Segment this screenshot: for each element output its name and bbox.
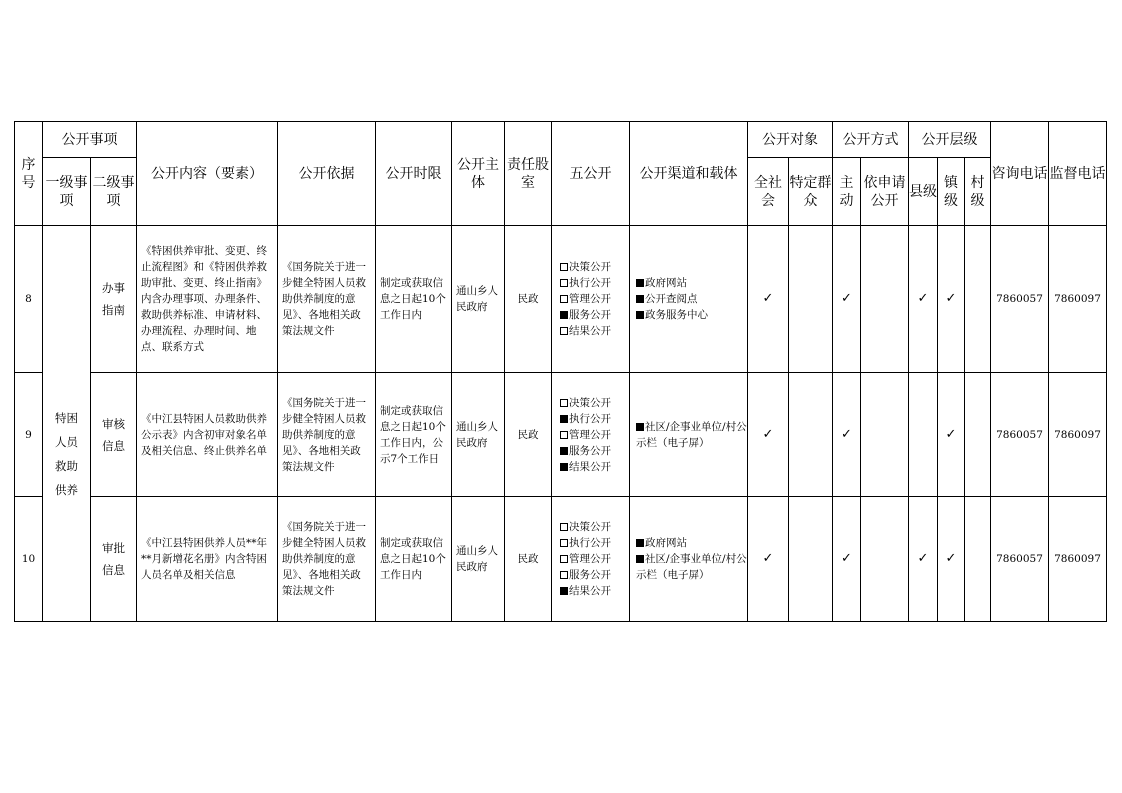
channel-item [636, 307, 747, 323]
row-basis: 《国务院关于进一步健全特困人员救助供养制度的意见》、各地相关政策法规文件 [278, 373, 376, 497]
check-icon: ✓ [762, 551, 774, 566]
five-open-item [560, 395, 629, 411]
five-open-label: 结果公开 [569, 585, 611, 597]
five-open-item [560, 519, 629, 535]
channel-item [636, 551, 747, 583]
row-aud-special [789, 497, 833, 622]
empty-box-icon [560, 539, 568, 547]
header-mode-active: 主动 [833, 158, 861, 226]
level2-label: 审核信息 [102, 416, 125, 453]
five-open-label: 决策公开 [569, 521, 611, 533]
check-icon: ✓ [945, 291, 957, 306]
row-level2 [91, 373, 137, 497]
empty-box-icon [560, 523, 568, 531]
five-open-item [560, 459, 629, 475]
checked-box-icon [636, 279, 644, 287]
row-lv-village [965, 226, 991, 373]
channel-label: 公开查阅点 [645, 293, 698, 305]
checked-box-icon [560, 311, 568, 319]
five-open-item [560, 535, 629, 551]
header-time-limit: 公开时限 [376, 122, 452, 226]
checked-box-icon [636, 295, 644, 303]
header-matter: 公开事项 [43, 122, 137, 158]
empty-box-icon [560, 431, 568, 439]
header-aud-special: 特定群众 [789, 158, 833, 226]
five-open-item [560, 583, 629, 599]
header-lv-county: 县级 [909, 158, 938, 226]
row-content: 《中江县特困供养人员**年**月新增花名册》内含特困人员名单及相关信息 [137, 497, 278, 622]
channel-label: 政务服务中心 [645, 309, 708, 321]
channel-label: 社区/企事业单位/村公示栏（电子屏） [636, 420, 747, 449]
check-icon: ✓ [841, 426, 852, 442]
header-aud-all: 全社会 [748, 158, 789, 226]
row-lv-town [938, 373, 965, 497]
table-row [15, 226, 1107, 373]
row-seq: 10 [15, 497, 43, 622]
five-open-label: 结果公开 [569, 460, 611, 473]
five-open-label: 服务公开 [569, 569, 611, 581]
row-subject: 通山乡人民政府 [452, 497, 505, 622]
five-open-item [560, 551, 629, 567]
checked-box-icon [560, 463, 568, 471]
row-mode-active [833, 373, 861, 497]
row-basis: 《国务院关于进一步健全特困人员救助供养制度的意见》、各地相关政策法规文件 [278, 497, 376, 622]
disclosure-table [14, 121, 1107, 622]
header-channel: 公开渠道和载体 [630, 122, 748, 226]
header-five-open: 五公开 [552, 122, 630, 226]
row-five-open [552, 373, 630, 497]
check-icon: ✓ [917, 291, 929, 306]
check-icon: ✓ [841, 551, 852, 566]
header-subject: 公开主体 [452, 122, 505, 226]
five-open-item [560, 443, 629, 459]
checked-box-icon [636, 311, 644, 319]
channel-item [636, 419, 747, 451]
row-content: 《特困供养审批、变更、终止流程图》和《特困供养救助审批、变更、终止指南》内含办理事项、办理条件、救助供养标准、申请材料、办理流程、办理时间、地点、联系方式 [137, 226, 278, 373]
row-seq: 9 [15, 373, 43, 497]
five-open-item [560, 291, 629, 307]
five-open-label: 服务公开 [569, 309, 611, 321]
row-office: 民政 [505, 497, 552, 622]
channel-label: 社区/企事业单位/村公示栏（电子屏） [636, 553, 747, 581]
header-mode: 公开方式 [833, 122, 909, 158]
row-mode-active [833, 497, 861, 622]
row-lv-county [909, 497, 938, 622]
check-icon: ✓ [841, 291, 852, 306]
checked-box-icon [636, 555, 644, 563]
row-basis: 《国务院关于进一步健全特困人员救助供养制度的意见》、各地相关政策法规文件 [278, 226, 376, 373]
row-consult-phone: 7860057 [991, 497, 1049, 622]
level2-label: 办事指南 [102, 281, 125, 317]
table-row [15, 373, 1107, 497]
checked-box-icon [636, 423, 644, 431]
table-row [15, 497, 1107, 622]
row-lv-village [965, 373, 991, 497]
row-seq: 8 [15, 226, 43, 373]
five-open-label: 执行公开 [569, 537, 611, 549]
row-mode-request [861, 497, 909, 622]
row-channels [630, 373, 748, 497]
empty-box-icon [560, 399, 568, 407]
header-lv-town: 镇级 [938, 158, 965, 226]
row-lv-county [909, 373, 938, 497]
five-open-label: 执行公开 [569, 412, 611, 425]
five-open-label: 决策公开 [569, 396, 611, 409]
row-aud-all [748, 497, 789, 622]
channel-label: 政府网站 [645, 277, 687, 289]
row-five-open [552, 226, 630, 373]
row-content: 《中江县特困人员救助供养公示表》内含初审对象名单及相关信息、终止供养名单 [137, 373, 278, 497]
row-subject: 通山乡人民政府 [452, 226, 505, 373]
header-audience: 公开对象 [748, 122, 833, 158]
five-open-item [560, 259, 629, 275]
header-level1: 一级事项 [43, 158, 91, 226]
header-content: 公开内容（要素） [137, 122, 278, 226]
row-aud-all [748, 226, 789, 373]
row-supervise-phone: 7860097 [1049, 373, 1107, 497]
check-icon: ✓ [945, 426, 957, 442]
row-subject: 通山乡人民政府 [452, 373, 505, 497]
channel-item [636, 291, 747, 307]
empty-box-icon [560, 555, 568, 563]
header-level2: 二级事项 [91, 158, 137, 226]
five-open-label: 管理公开 [569, 293, 611, 305]
five-open-item [560, 427, 629, 443]
five-open-label: 决策公开 [569, 261, 611, 273]
empty-box-icon [560, 279, 568, 287]
checked-box-icon [560, 587, 568, 595]
five-open-item [560, 307, 629, 323]
five-open-label: 管理公开 [569, 553, 611, 565]
five-open-label: 结果公开 [569, 325, 611, 337]
channel-label: 政府网站 [645, 537, 687, 549]
row-channels [630, 226, 748, 373]
row-office: 民政 [505, 226, 552, 373]
row-lv-town [938, 497, 965, 622]
header-office: 责任股室 [505, 122, 552, 226]
five-open-item [560, 323, 629, 339]
header-mode-request: 依申请公开 [861, 158, 909, 226]
header-consult-phone: 咨询电话 [991, 122, 1049, 226]
row-mode-request [861, 373, 909, 497]
row-time-limit: 制定或获取信息之日起10个工作日内，公示7个工作日 [376, 373, 452, 497]
row-time-limit: 制定或获取信息之日起10个工作日内 [376, 497, 452, 622]
five-open-item [560, 411, 629, 427]
empty-box-icon [560, 571, 568, 579]
header-lv-village: 村级 [965, 158, 991, 226]
row-lv-county [909, 226, 938, 373]
row-channels [630, 497, 748, 622]
five-open-item [560, 275, 629, 291]
channel-item [636, 535, 747, 551]
checked-box-icon [560, 415, 568, 423]
row-level2 [91, 497, 137, 622]
row-mode-active [833, 226, 861, 373]
five-open-label: 服务公开 [569, 444, 611, 457]
row-consult-phone: 7860057 [991, 373, 1049, 497]
header-basis: 公开依据 [278, 122, 376, 226]
five-open-label: 执行公开 [569, 277, 611, 289]
row-lv-town [938, 226, 965, 373]
empty-box-icon [560, 295, 568, 303]
row-five-open [552, 497, 630, 622]
row-aud-all [748, 373, 789, 497]
row-office: 民政 [505, 373, 552, 497]
checked-box-icon [636, 539, 644, 547]
row-consult-phone: 7860057 [991, 226, 1049, 373]
checked-box-icon [560, 447, 568, 455]
row-aud-special [789, 226, 833, 373]
header-level: 公开层级 [909, 122, 991, 158]
level1-cell [43, 226, 91, 622]
check-icon: ✓ [762, 291, 774, 306]
channel-item [636, 275, 747, 291]
level1-label: 特困人员救助供养 [55, 410, 78, 497]
empty-box-icon [560, 327, 568, 335]
five-open-label: 管理公开 [569, 428, 611, 441]
row-mode-request [861, 226, 909, 373]
row-lv-village [965, 497, 991, 622]
check-icon: ✓ [917, 551, 929, 566]
check-icon: ✓ [945, 551, 957, 566]
row-aud-special [789, 373, 833, 497]
header-supervise-phone: 监督电话 [1049, 122, 1107, 226]
row-supervise-phone: 7860097 [1049, 226, 1107, 373]
row-time-limit: 制定或获取信息之日起10个工作日内 [376, 226, 452, 373]
empty-box-icon [560, 263, 568, 271]
check-icon: ✓ [762, 426, 774, 442]
row-supervise-phone: 7860097 [1049, 497, 1107, 622]
row-level2 [91, 226, 137, 373]
level2-label: 审批信息 [102, 541, 125, 577]
five-open-item [560, 567, 629, 583]
header-seq: 序号 [15, 122, 43, 226]
